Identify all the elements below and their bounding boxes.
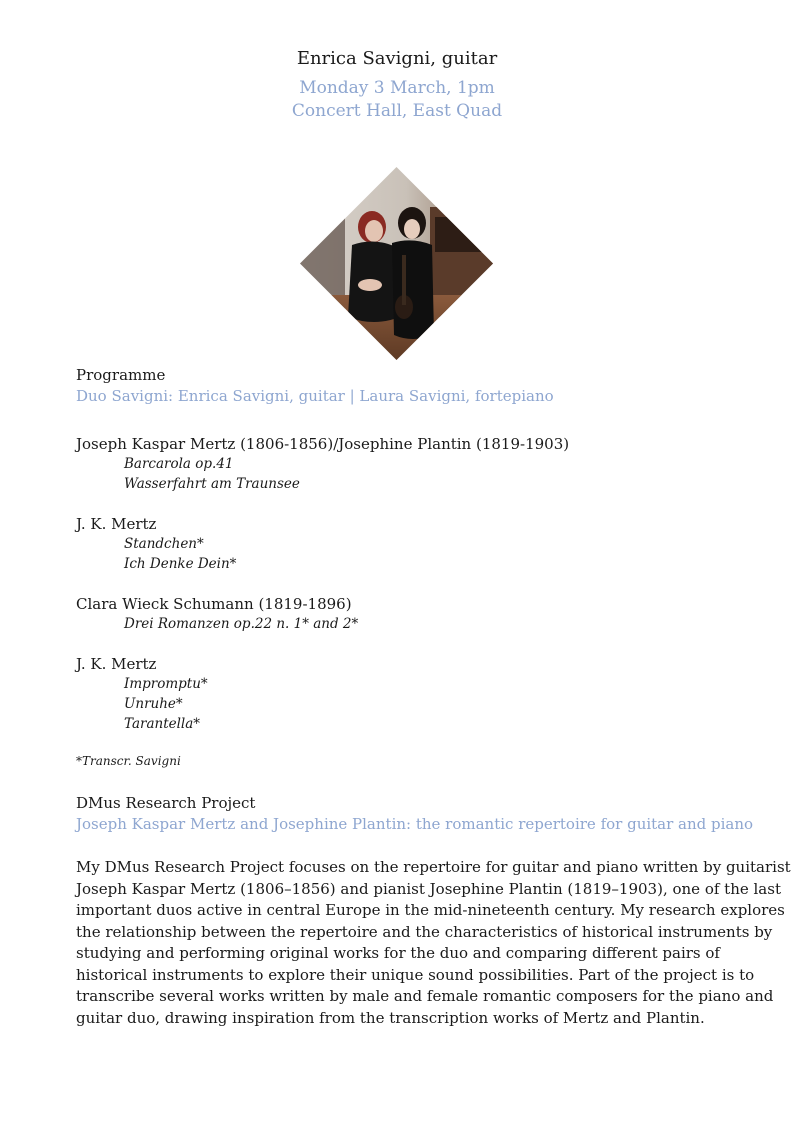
concert-date: Monday 3 March, 1pm: [299, 78, 495, 98]
work-group: [76, 514, 792, 574]
work-group: [76, 654, 792, 734]
piece-title: Ich Denke Dein*: [124, 556, 237, 572]
composer-name: J. K. Mertz: [76, 655, 157, 673]
research-subtitle: Joseph Kaspar Mertz and Josephine Plantin: the romantic repertoire for guitar and piano: [76, 815, 754, 833]
research-section: [76, 794, 792, 833]
piece-title: Drei Romanzen op.22 n. 1* and 2*: [124, 616, 359, 632]
research-heading: DMus Research Project: [76, 794, 256, 812]
research-description: My DMus Research Project focuses on the repertoire for guitar and piano written by guitarist Joseph Kaspar Mertz (1806–1856) and pianist Josephine Plantin (1819–1903), one of the last important duos active in central Europe in the mid-nineteenth century. My research explores the relationship between the repertoire and the characteristics of historical instruments by studying and performing original works for the duo and comparing different pairs of historical instruments to explore their unique sound possibilities. Part of the project is to transcribe several works written by male and female romantic composers for the piano and guitar duo, drawing inspiration from the transcription works of Mertz and Plantin.: [76, 858, 791, 1027]
duo-photo: [300, 167, 493, 360]
concert-venue: Concert Hall, East Quad: [291, 101, 503, 121]
concert-title: Enrica Savigni, guitar: [296, 48, 498, 69]
programme-section: [76, 366, 792, 405]
composer-name: Joseph Kaspar Mertz (1806-1856)/Josephine Plantin (1819-1903): [76, 435, 570, 453]
works-list: [76, 434, 792, 768]
performers-line: Duo Savigni: Enrica Savigni, guitar | Laura Savigni, fortepiano: [76, 387, 554, 405]
composer-name: Clara Wieck Schumann (1819-1896): [76, 595, 352, 613]
work-group: [76, 594, 792, 634]
composer-name: J. K. Mertz: [76, 515, 157, 533]
duo-photo-image: [300, 167, 493, 360]
piece-title: Unruhe*: [124, 696, 183, 712]
programme-heading: Programme: [76, 366, 166, 384]
piece-title: Impromptu*: [124, 676, 208, 692]
piece-title: Barcarola op.41: [124, 456, 234, 472]
piece-title: Tarantella*: [124, 716, 201, 732]
work-group: [76, 434, 792, 494]
piece-title: Standchen*: [124, 536, 204, 552]
transcription-footnote: *Transcr. Savigni: [76, 754, 181, 768]
piece-title: Wasserfahrt am Traunsee: [124, 476, 300, 492]
